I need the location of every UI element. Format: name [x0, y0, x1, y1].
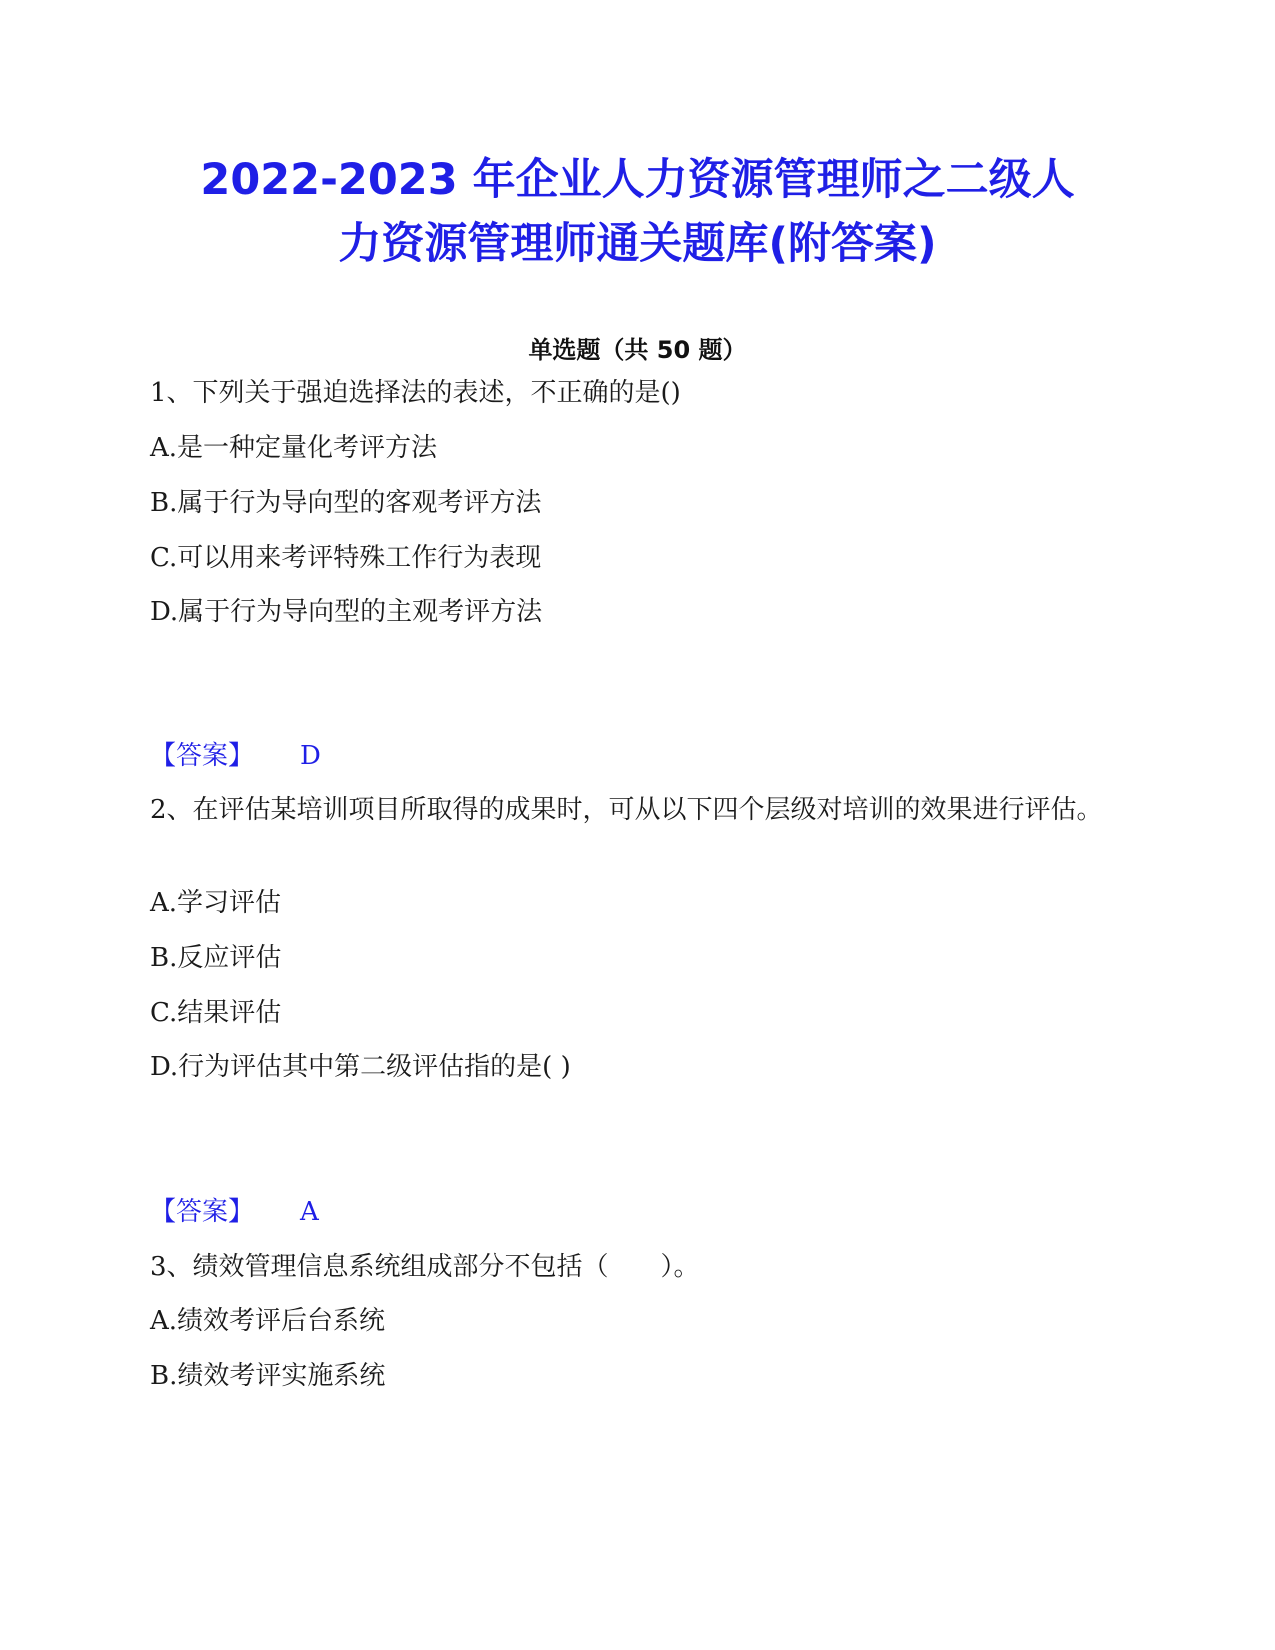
question-3-option-b: B.绩效考评实施系统: [150, 1361, 386, 1391]
question-1-option-a: A.是一种定量化考评方法: [150, 433, 438, 463]
question-1-answer: [150, 741, 321, 771]
answer-tag: 【答案】: [150, 741, 255, 771]
question-3-text: 3、绩效管理信息系统组成部分不包括（ ）。: [150, 1252, 700, 1282]
question-2-answer: [150, 1197, 319, 1227]
question-3-option-a: A.绩效考评后台系统: [150, 1306, 386, 1336]
question-1-text: 1、下列关于强迫选择法的表述，不正确的是(): [150, 378, 681, 408]
question-1-option-d: D.属于行为导向型的主观考评方法: [150, 597, 543, 627]
answer-tag: 【答案】: [150, 1197, 255, 1227]
document-title: [130, 148, 1145, 276]
question-2-option-c: C.结果评估: [150, 998, 282, 1028]
question-2-option-b: B.反应评估: [150, 943, 282, 973]
answer-value: D: [300, 741, 321, 771]
answer-value: A: [300, 1197, 319, 1227]
question-1-option-b: B.属于行为导向型的客观考评方法: [150, 488, 542, 518]
question-2-option-a: A.学习评估: [150, 888, 282, 918]
section-heading: 单选题（共 50 题）: [528, 336, 747, 364]
title-line-2: 力资源管理师通关题库(附答案): [338, 219, 937, 269]
question-2-text: 2、在评估某培训项目所取得的成果时，可从以下四个层级对培训的效果进行评估。: [150, 795, 1103, 825]
question-1-option-c: C.可以用来考评特殊工作行为表现: [150, 543, 542, 573]
title-line-1: 2022-2023 年企业人力资源管理师之二级人: [200, 155, 1075, 205]
question-2-option-d: D.行为评估其中第二级评估指的是( ): [150, 1052, 571, 1082]
